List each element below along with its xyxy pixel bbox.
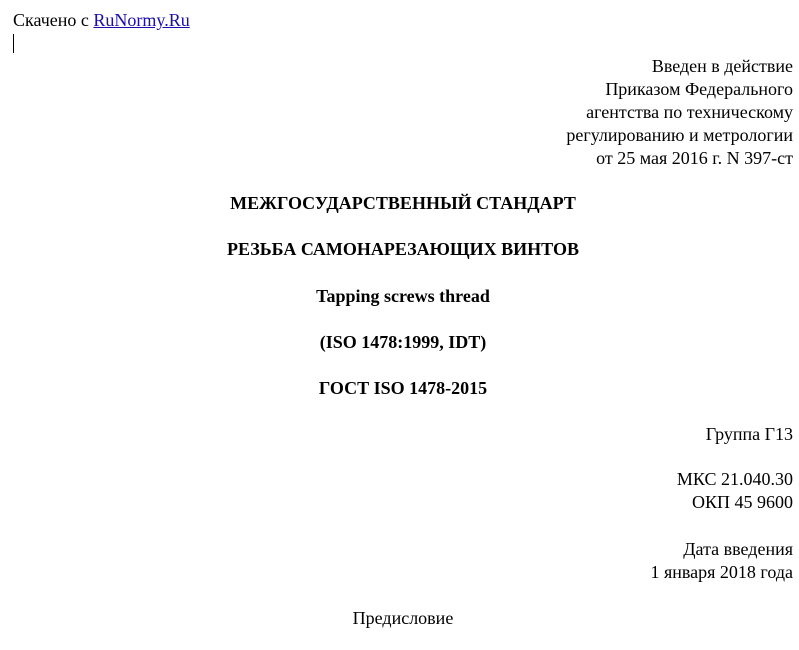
- mks-code: МКС 21.040.30: [676, 469, 793, 489]
- intro-date-block: [650, 538, 793, 584]
- source-prefix: Скачено с: [13, 10, 94, 30]
- title-ru-heading: РЕЗЬБА САМОНАРЕЗАЮЩИХ ВИНТОВ: [227, 239, 579, 259]
- enactment-line: агентства по техническому: [586, 102, 793, 122]
- enactment-line: Введен в действие: [651, 56, 793, 76]
- classification-codes: [677, 468, 793, 514]
- enactment-line: Приказом Федерального: [605, 79, 793, 99]
- enactment-line: от 25 мая 2016 г. N 397-ст: [596, 148, 793, 168]
- enactment-line: регулированию и метрологии: [566, 125, 793, 145]
- intro-date-label: Дата введения: [683, 539, 793, 559]
- standard-type-heading: МЕЖГОСУДАРСТВЕННЫЙ СТАНДАРТ: [230, 193, 576, 213]
- designation-heading: ГОСТ ISO 1478-2015: [318, 378, 488, 398]
- enactment-block: [566, 55, 793, 170]
- title-en-heading: Tapping screws thread: [316, 286, 490, 306]
- source-link[interactable]: RuNormy.Ru: [93, 10, 190, 30]
- iso-reference-heading: (ISO 1478:1999, IDT): [319, 332, 487, 352]
- text-cursor: [13, 34, 14, 53]
- source-line: [13, 9, 190, 31]
- okp-code: ОКП 45 9600: [691, 492, 793, 512]
- intro-date-value: 1 января 2018 года: [650, 562, 793, 582]
- group-label: Группа Г13: [705, 424, 793, 444]
- foreword-heading: Предисловие: [352, 608, 454, 628]
